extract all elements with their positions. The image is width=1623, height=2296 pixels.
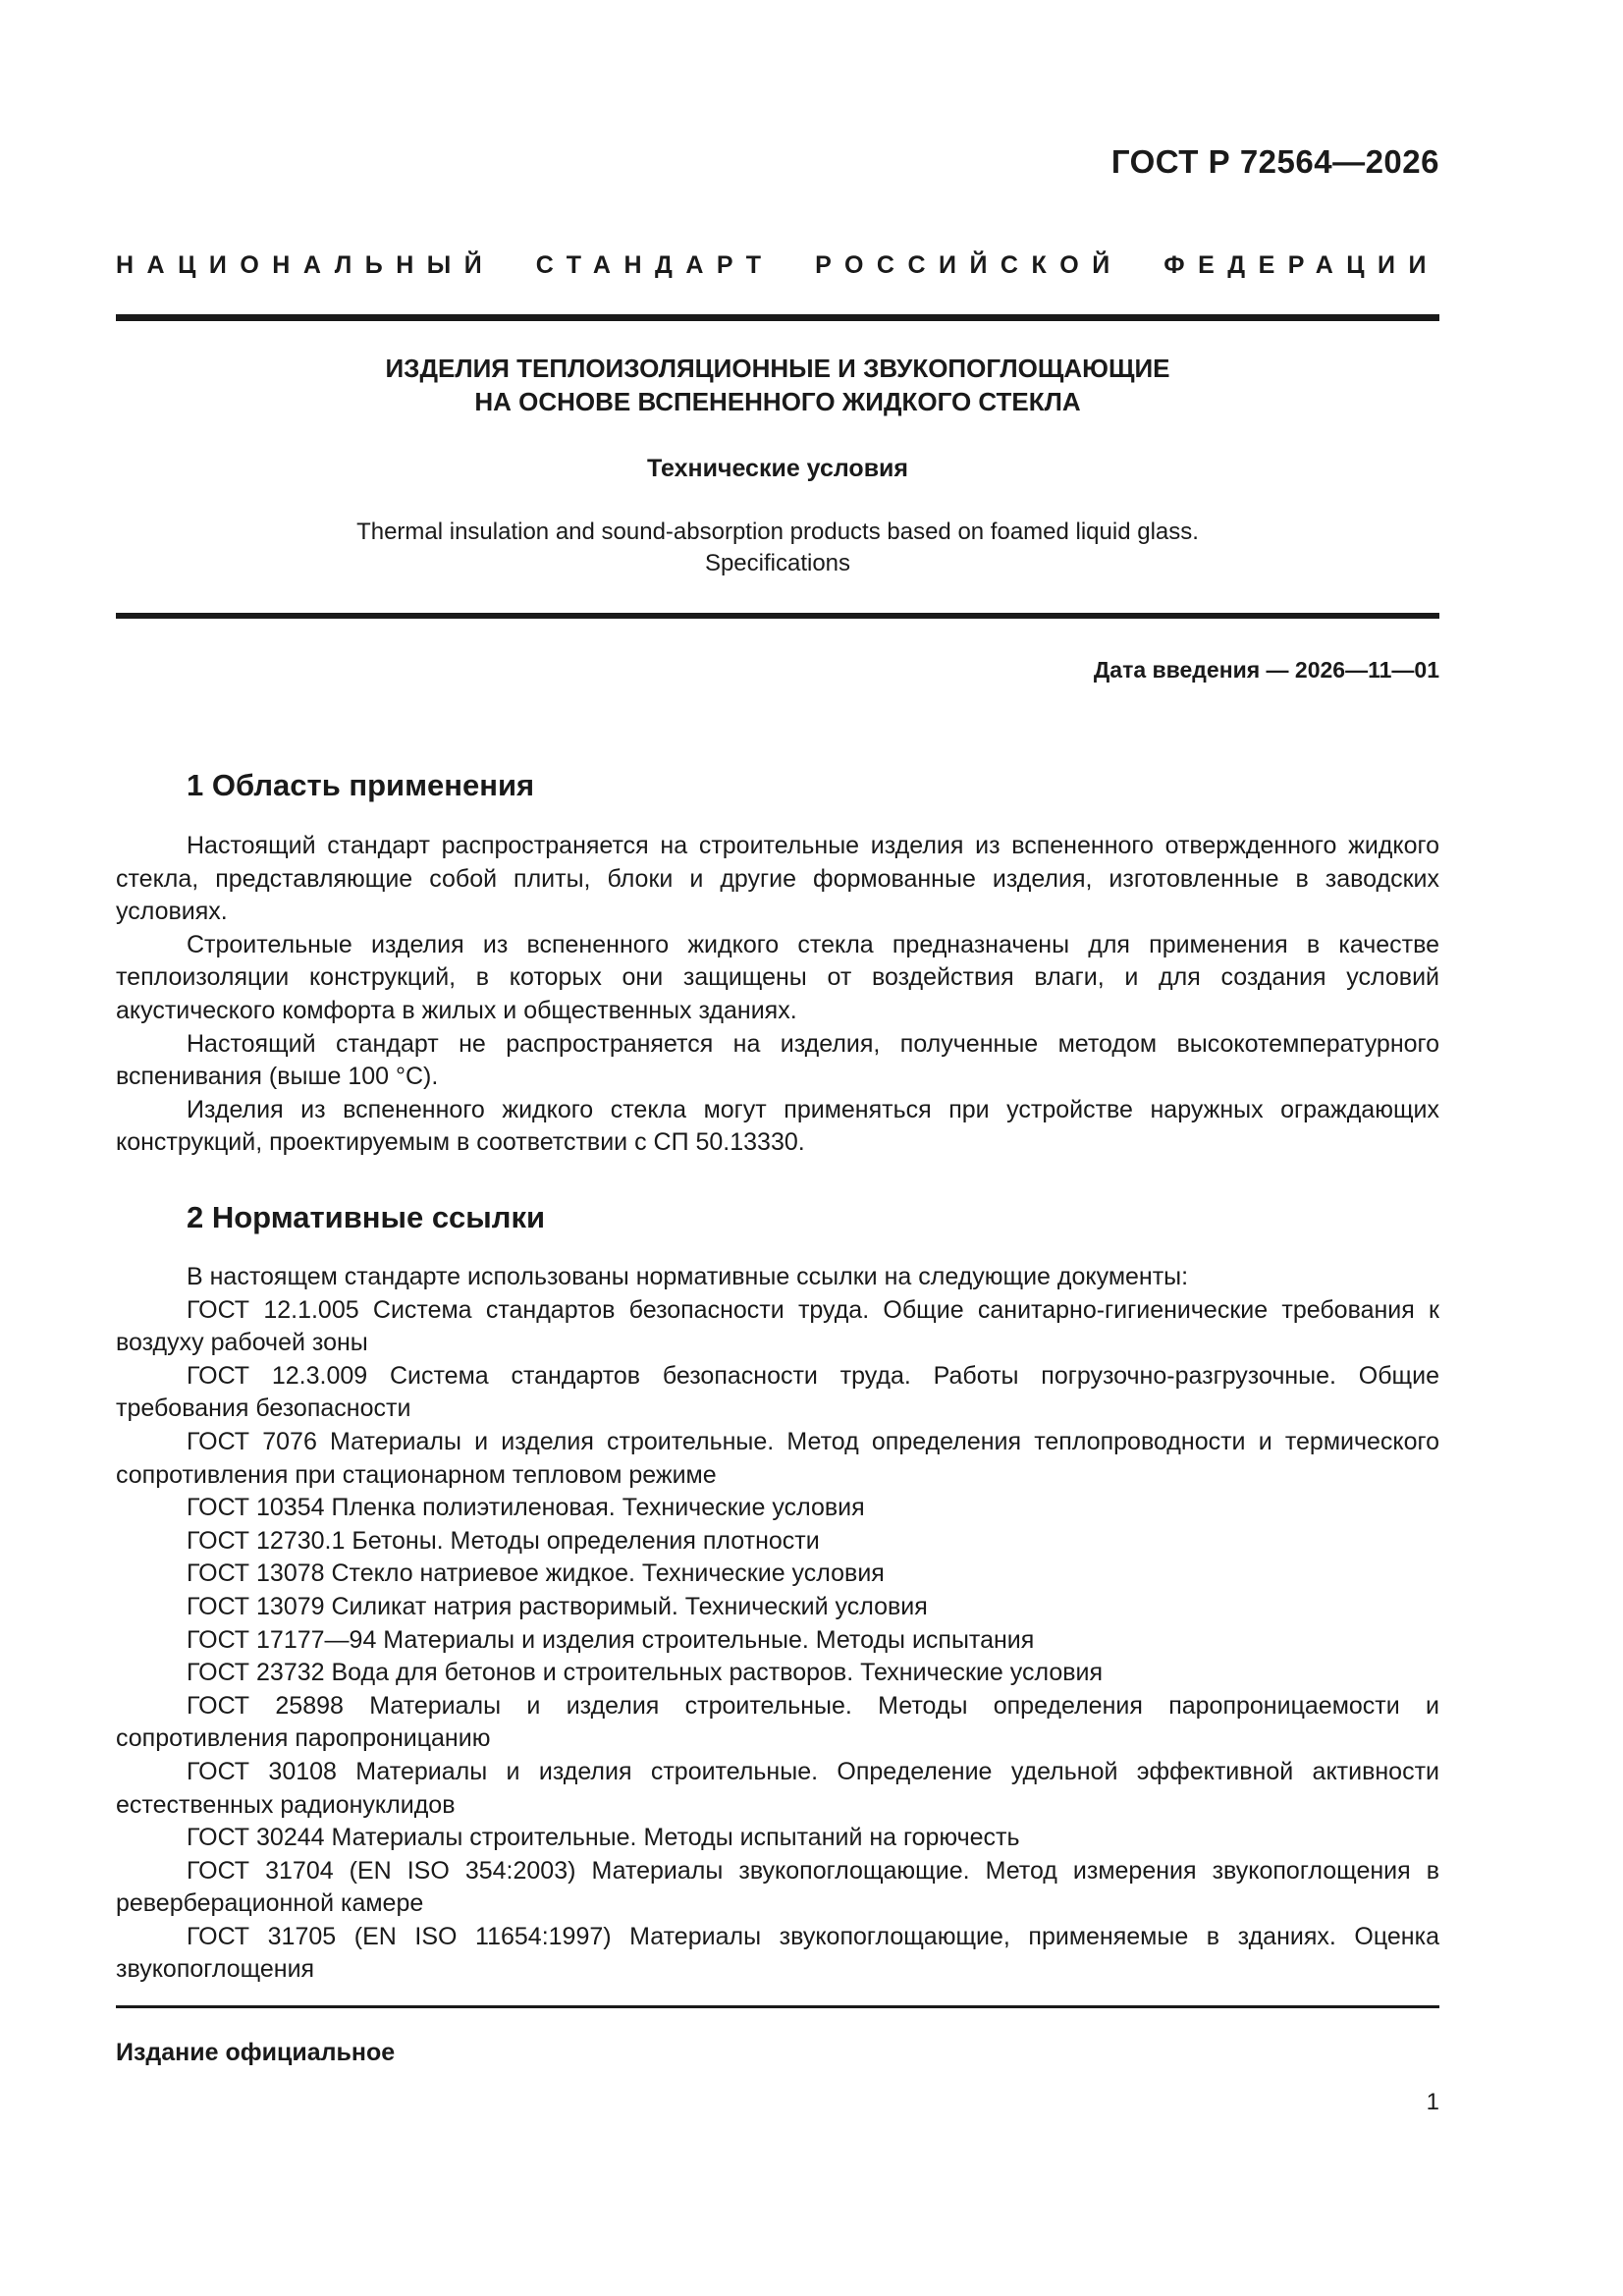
- standard-designation: ГОСТ Р 72564—2026: [1110, 143, 1439, 180]
- national-word: НАЦИОНАЛЬНЫЙ: [116, 251, 496, 279]
- reference-item: ГОСТ 31705 (EN ISO 11654:1997) Материалы звукопоглощающие, применяемые в зданиях. Оценка звукопоглощения: [116, 1922, 1439, 1984]
- paragraph: В настоящем стандарте использованы нормативные ссылки на следующие документы:: [187, 1263, 1189, 1290]
- edition-label: Издание официальное: [116, 2039, 396, 2066]
- document-title: [116, 352, 1439, 418]
- title-rule: [116, 613, 1439, 619]
- section-2-body: [116, 1261, 1439, 1987]
- reference-item: ГОСТ 17177—94 Материалы и изделия строительные. Методы испытания: [187, 1625, 1035, 1654]
- page-number: 1: [1426, 2089, 1439, 2115]
- reference-item: ГОСТ 31704 (EN ISO 354:2003) Материалы звукопоглощающие. Метод измерения звукопоглощения в реверберационной камере: [116, 1856, 1439, 1918]
- paragraph: Настоящий стандарт распространяется на строительные изделия из вспененного отвержденного жидкого стекла, представляющие собой плиты, блоки и другие формованные изделия, изготовленные в заводских условиях.: [116, 832, 1439, 926]
- english-title-line-1: Thermal insulation and sound-absorption products based on foamed liquid glass.: [356, 519, 1199, 545]
- reference-list: [116, 1294, 1439, 1987]
- national-word: ФЕДЕРАЦИИ: [1163, 251, 1439, 279]
- paragraph: Строительные изделия из вспененного жидкого стекла предназначены для применения в качестве теплоизоляции конструкций, в которых они защищены от воздействия влаги, и для создания условий акустического комфорта в жилых и общественных зданиях.: [116, 930, 1439, 1024]
- english-title-line-2: Specifications: [704, 550, 851, 576]
- reference-item: ГОСТ 7076 Материалы и изделия строительные. Метод определения теплопроводности и термического сопротивления при стационарном тепловом режиме: [116, 1427, 1439, 1489]
- reference-item: ГОСТ 30108 Материалы и изделия строительные. Определение удельной эффективной активности естественных радионуклидов: [116, 1757, 1439, 1819]
- reference-item: ГОСТ 30244 Материалы строительные. Методы испытаний на горючесть: [187, 1824, 1020, 1852]
- footer-rule: [116, 2005, 1439, 2008]
- header-rule: [116, 314, 1439, 321]
- national-word: СТАНДАРТ: [535, 251, 775, 279]
- reference-item: ГОСТ 13078 Стекло натриевое жидкое. Технические условия: [187, 1559, 885, 1588]
- reference-item: ГОСТ 13079 Силикат натрия растворимый. Технический условия: [187, 1592, 928, 1620]
- section-2-heading: 2 Нормативные ссылки: [187, 1200, 546, 1234]
- document-subtitle: Технические условия: [646, 455, 909, 482]
- paragraph: Изделия из вспененного жидкого стекла могут применяться при устройстве наружных ограждающих конструкций, проектируемым в соответствии с СП 50.13330.: [116, 1095, 1439, 1157]
- section-1-body: [116, 830, 1439, 1160]
- national-standard-banner: [116, 251, 1439, 280]
- reference-item: ГОСТ 23732 Вода для бетонов и строительных растворов. Технические условия: [187, 1659, 1104, 1687]
- introduction-date: Дата введения — 2026—11—01: [1093, 657, 1439, 683]
- paragraph: Настоящий стандарт не распространяется на изделия, полученные методом высокотемпературного вспенивания (выше 100 °С).: [116, 1029, 1439, 1091]
- reference-item: ГОСТ 10354 Пленка полиэтиленовая. Технические условия: [187, 1494, 865, 1522]
- reference-item: ГОСТ 12.3.009 Система стандартов безопасности труда. Работы погрузочно-разгрузочные. Общие требования безопасности: [116, 1361, 1439, 1423]
- section-1-heading: 1 Область применения: [187, 768, 535, 802]
- title-line-2: НА ОСНОВЕ ВСПЕНЕННОГО ЖИДКОГО СТЕКЛА: [474, 387, 1081, 416]
- reference-item: ГОСТ 12.1.005 Система стандартов безопасности труда. Общие санитарно-гигиенические требования к воздуху рабочей зоны: [116, 1295, 1439, 1357]
- reference-item: ГОСТ 12730.1 Бетоны. Методы определения плотности: [187, 1526, 820, 1555]
- english-title: [116, 517, 1439, 579]
- reference-item: ГОСТ 25898 Материалы и изделия строительные. Методы определения паропроницаемости и сопротивления паропроницанию: [116, 1691, 1439, 1753]
- national-word: РОССИЙСКОЙ: [815, 251, 1123, 279]
- title-line-1: ИЗДЕЛИЯ ТЕПЛОИЗОЛЯЦИОННЫЕ И ЗВУКОПОГЛОЩАЮЩИЕ: [385, 354, 1170, 383]
